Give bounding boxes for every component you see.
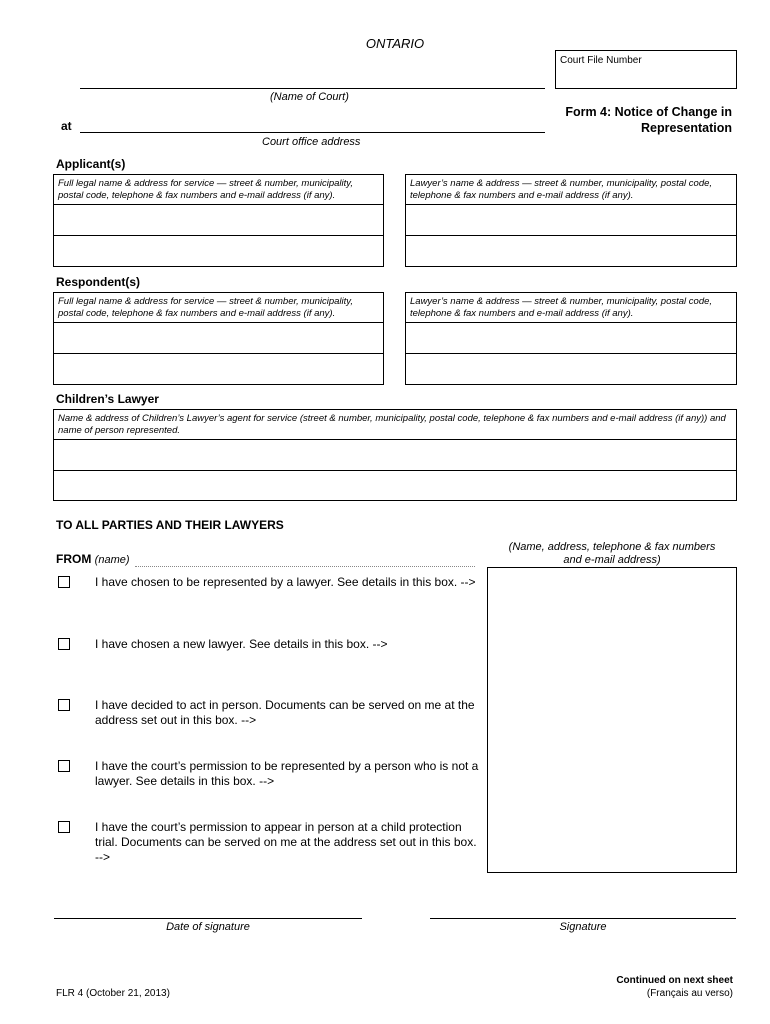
court-file-number-field[interactable] xyxy=(555,50,737,89)
right-box-label-line1: (Name, address, telephone & fax numbers xyxy=(508,541,716,553)
option-child-protection-text: I have the court’s permission to appear in person at a child protection trial. Documents can be served on me at the address set out in this box. --> xyxy=(95,820,477,864)
option-new-lawyer-text: I have chosen a new lawyer. See details in this box. --> xyxy=(95,637,388,651)
form-title-line2: Representation xyxy=(641,121,732,135)
respondents-heading: Respondent(s) xyxy=(56,275,140,289)
form-title xyxy=(565,104,732,136)
to-all-parties-heading: TO ALL PARTIES AND THEIR LAWYERS xyxy=(56,518,284,532)
option-in-person-text: I have decided to act in person. Documents can be served on me at the address set out in this box. --> xyxy=(95,698,475,727)
from-label: FROM xyxy=(56,552,92,566)
continued-note: Continued on next sheet xyxy=(616,975,733,986)
respondent-lawyer-hint: Lawyer’s name & address — street & number, municipality, postal code, telephone & fax numbers and e-mail address (if any). xyxy=(410,296,713,319)
from-hint: (name) xyxy=(94,554,130,566)
signature-line[interactable] xyxy=(430,918,736,919)
respondent-party-box[interactable] xyxy=(53,292,384,385)
from-row xyxy=(56,552,130,566)
option-lawyer-text: I have chosen to be represented by a lawyer. See details in this box. --> xyxy=(95,575,476,589)
childrens-lawyer-heading: Children’s Lawyer xyxy=(56,392,159,406)
representative-details-box[interactable] xyxy=(487,567,737,873)
applicants-heading: Applicant(s) xyxy=(56,157,126,171)
footer-right xyxy=(616,974,733,1000)
option-non-lawyer-checkbox[interactable] xyxy=(58,760,70,772)
respondent-party-hint: Full legal name & address for service — street & number, municipality, postal code, telephone & fax numbers and e-mail address (if any). xyxy=(58,296,353,319)
court-office-address-line[interactable] xyxy=(80,132,545,133)
name-of-court-label: (Name of Court) xyxy=(270,91,349,103)
option-lawyer-checkbox[interactable] xyxy=(58,576,70,588)
option-non-lawyer-text: I have the court’s permission to be represented by a person who is not a lawyer. See details in this box. --> xyxy=(95,759,479,788)
name-of-court-line[interactable] xyxy=(80,88,545,89)
at-label: at xyxy=(61,119,72,133)
right-box-label-line2: and e-mail address) xyxy=(563,554,661,566)
form-code: FLR 4 (October 21, 2013) xyxy=(56,988,170,999)
date-of-signature-label: Date of signature xyxy=(166,921,250,933)
applicant-party-hint: Full legal name & address for service — street & number, municipality, postal code, telephone & fax numbers and e-mail address (if any). xyxy=(58,178,353,201)
childrens-lawyer-box[interactable] xyxy=(53,409,737,501)
childrens-lawyer-hint: Name & address of Children’s Lawyer’s agent for service (street & number, municipality, postal code, telephone & fax numbers and e-mail address (if any)) and name of person represented. xyxy=(58,413,726,436)
jurisdiction-title: ONTARIO xyxy=(365,36,425,51)
french-note: (Français au verso) xyxy=(646,988,733,999)
applicant-party-box[interactable] xyxy=(53,174,384,267)
signature-label: Signature xyxy=(559,921,607,933)
court-office-address-label: Court office address xyxy=(262,136,361,148)
from-name-line[interactable] xyxy=(135,566,475,567)
option-new-lawyer-checkbox[interactable] xyxy=(58,638,70,650)
form-title-line1: Form 4: Notice of Change in xyxy=(565,105,732,119)
right-box-label xyxy=(487,541,737,567)
option-child-protection-checkbox[interactable] xyxy=(58,821,70,833)
date-of-signature-line[interactable] xyxy=(54,918,362,919)
option-in-person-checkbox[interactable] xyxy=(58,699,70,711)
court-file-number-label: Court File Number xyxy=(560,55,642,66)
applicant-lawyer-hint: Lawyer’s name & address — street & number, municipality, postal code, telephone & fax numbers and e-mail address (if any). xyxy=(410,178,713,201)
respondent-lawyer-box[interactable] xyxy=(405,292,737,385)
applicant-lawyer-box[interactable] xyxy=(405,174,737,267)
